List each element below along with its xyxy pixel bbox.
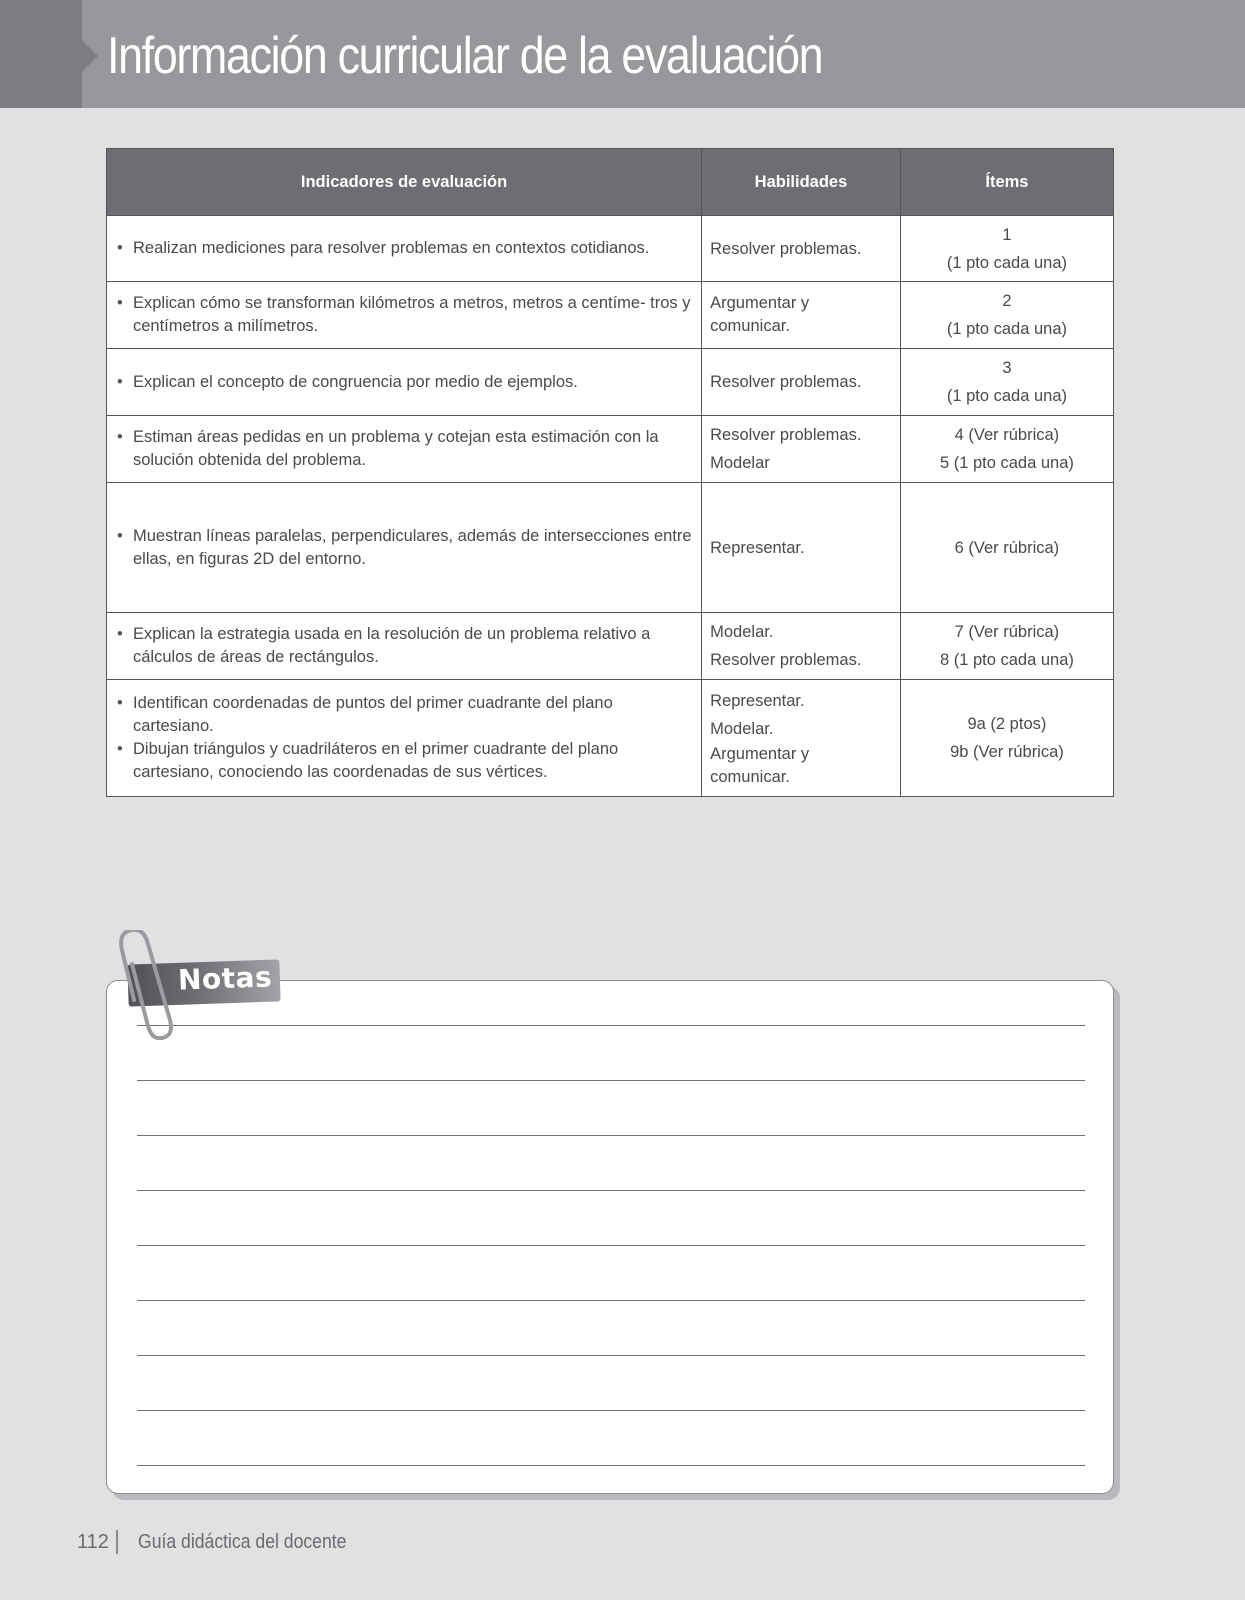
table-row [107, 483, 1114, 613]
notes-line[interactable] [137, 1135, 1085, 1136]
notes-line[interactable] [137, 1245, 1085, 1246]
skill-cell [702, 216, 901, 282]
items-cell [900, 483, 1113, 613]
notes-line[interactable] [137, 1410, 1085, 1411]
item-text: 3 [1002, 359, 1012, 377]
table-row [107, 216, 1114, 282]
indicator-cell [107, 349, 702, 416]
indicator-cell [107, 680, 702, 797]
skill-text: Resolver problemas. [710, 426, 862, 444]
indicator-text: • Dibujan triángulos y cuadriláteros en el primer cuadrante del plano cartesiano, conociendo las coordenadas de sus vértices. [133, 738, 693, 784]
item-text: 2 [1002, 292, 1012, 310]
indicator-text: • Explican la estrategia usada en la resolución de un problema relativo a cálculos de áreas de rectángulos. [133, 623, 693, 669]
notes-line[interactable] [137, 1190, 1085, 1191]
item-text: 8 (1 pto cada una) [939, 651, 1074, 669]
indicator-text: • Identifican coordenadas de puntos del primer cuadrante del plano cartesiano. [133, 692, 693, 738]
skill-cell [702, 483, 901, 613]
item-text: 6 (Ver rúbrica) [954, 538, 1060, 557]
table-row [107, 416, 1114, 483]
item-text: (1 pto cada una) [946, 253, 1067, 272]
items-cell [900, 680, 1113, 797]
indicator-cell [107, 483, 702, 613]
skill-text: Resolver problemas. [710, 651, 862, 669]
item-text: 5 (1 pto cada una) [939, 454, 1074, 472]
items-cell [900, 613, 1113, 680]
skill-cell [702, 349, 901, 416]
indicator-text: • Muestran líneas paralelas, perpendiculares, además de intersecciones entre ellas, en figuras 2D del entorno. [133, 525, 693, 571]
indicator-text: • Estiman áreas pedidas en un problema y cotejan esta estimación con la solución obtenida del problema. [133, 426, 693, 472]
notes-line[interactable] [137, 1300, 1085, 1301]
skill-text: Resolver problemas. [710, 239, 862, 258]
item-text: 4 (Ver rúbrica) [954, 426, 1060, 444]
indicator-cell [107, 282, 702, 349]
skill-text: Modelar. [710, 720, 774, 738]
skill-cell [702, 416, 901, 483]
items-cell [900, 282, 1113, 349]
items-cell [900, 416, 1113, 483]
table-row [107, 613, 1114, 680]
indicator-text: • Realizan mediciones para resolver problemas en contextos cotidianos. [133, 237, 693, 260]
skill-text: Representar. [710, 692, 805, 710]
skill-text: Argumentar y comunicar. [710, 294, 810, 335]
notes-box[interactable] [106, 980, 1114, 1494]
items-cell [900, 349, 1113, 416]
skill-cell [702, 613, 901, 680]
header-tab-decoration [0, 0, 82, 108]
page-number: 112 [77, 1531, 109, 1553]
item-text: 1 [1002, 225, 1012, 244]
item-text: 9b (Ver rúbrica) [950, 743, 1064, 761]
notes-line[interactable] [137, 1080, 1085, 1081]
item-text: 7 (Ver rúbrica) [954, 623, 1060, 641]
table-header-row [107, 149, 1114, 216]
notes-label: Notas [177, 960, 273, 997]
indicator-cell [107, 416, 702, 483]
notes-line[interactable] [137, 1025, 1085, 1026]
indicator-cell [107, 216, 702, 282]
skill-text: Resolver problemas. [710, 373, 862, 391]
item-text: 9a (2 ptos) [967, 715, 1047, 733]
notes-line[interactable] [137, 1465, 1085, 1466]
skill-text: Representar. [710, 538, 805, 557]
footer-divider [116, 1530, 118, 1554]
column-header-habilidades: Habilidades [702, 149, 901, 216]
column-header-indicadores: Indicadores de evaluación [107, 149, 702, 216]
item-text: (1 pto cada una) [946, 387, 1067, 405]
indicator-text: • Explican el concepto de congruencia por medio de ejemplos. [133, 371, 693, 394]
item-text: (1 pto cada una) [946, 320, 1067, 338]
table-row [107, 680, 1114, 797]
footer-book-title: Guía didáctica del docente [138, 1531, 347, 1553]
skill-cell [702, 282, 901, 349]
header-arrow-icon [82, 40, 98, 72]
table-row [107, 349, 1114, 416]
items-cell [900, 216, 1113, 282]
skill-text: Modelar. [710, 623, 774, 641]
column-header-items: Ítems [900, 149, 1113, 216]
skill-text: Argumentar y comunicar. [710, 745, 810, 786]
skill-cell [702, 680, 901, 797]
page-title: Información curricular de la evaluación [107, 27, 823, 85]
curriculum-table [106, 148, 1114, 797]
skill-text: Modelar [710, 454, 770, 472]
indicator-text: • Explican cómo se transforman kilómetros a metros, metros a centíme- tros y centímetros a milímetros. [133, 292, 693, 338]
indicator-cell [107, 613, 702, 680]
table-row [107, 282, 1114, 349]
notes-line[interactable] [137, 1355, 1085, 1356]
